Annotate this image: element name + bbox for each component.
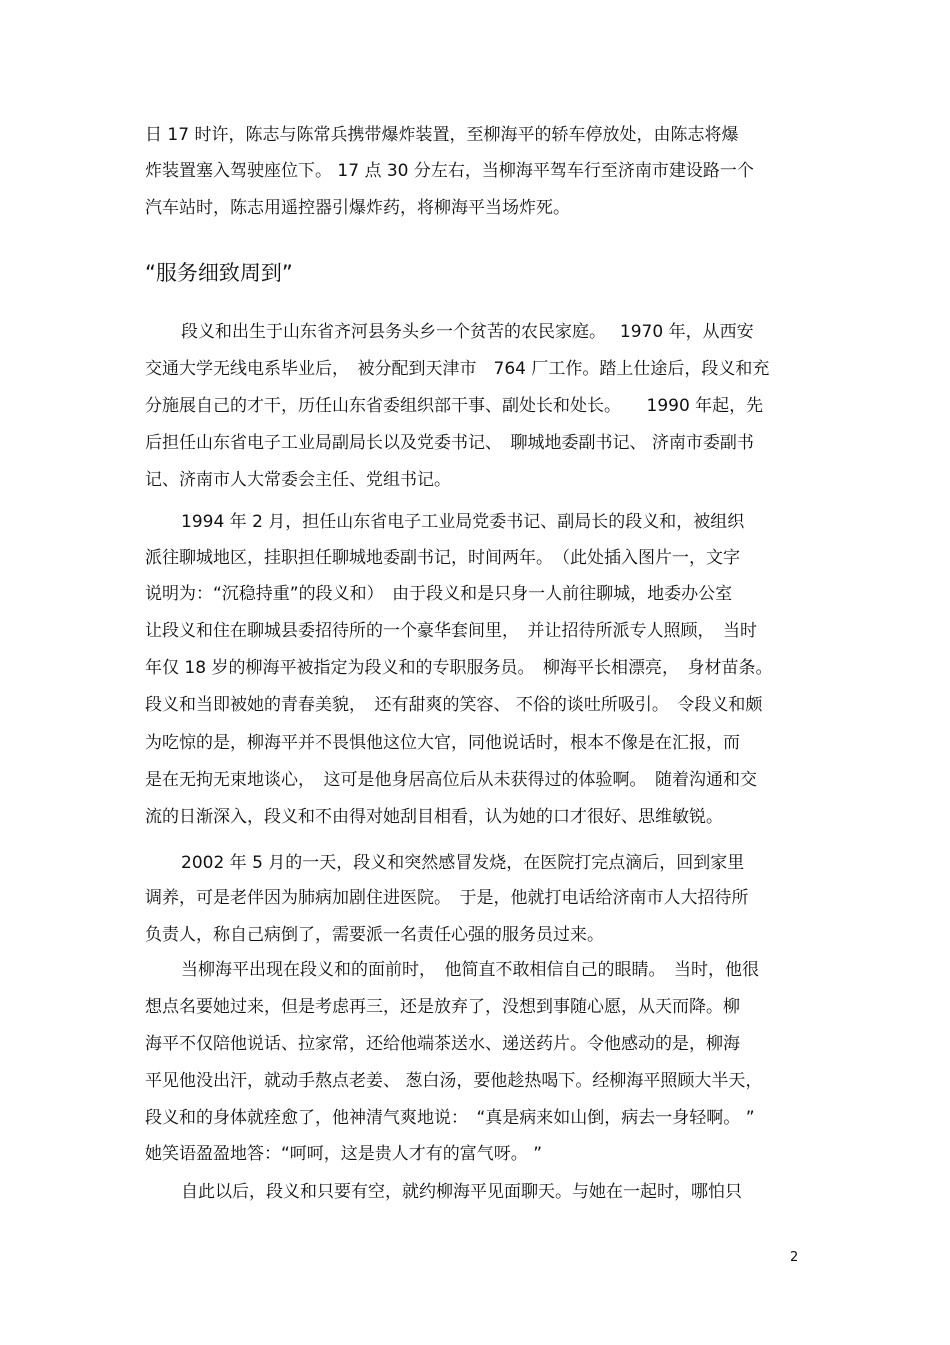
- body-line: 段义和当即被她的青春美貌， 还有甜爽的笑容、 不俗的谈吐所吸引。 令段义和颇: [145, 695, 763, 715]
- body-line: 日 17 时许，陈志与陈常兵携带爆炸装置，至柳海平的轿车停放处，由陈志将爆: [145, 125, 739, 145]
- body-line: 是在无拘无束地谈心， 这可是他身居高位后从未获得过的体验啊。 随着沟通和交: [145, 770, 757, 790]
- body-line: 调养，可是老伴因为肺病加剧住进医院。 于是，他就打电话给济南市人大招待所: [145, 888, 749, 908]
- body-line: 负责人，称自己病倒了，需要派一名责任心强的服务员过来。: [145, 925, 604, 945]
- body-line: 汽车站时，陈志用遥控器引爆炸药，将柳海平当场炸死。: [145, 198, 570, 218]
- body-line: 为吃惊的是，柳海平并不畏惧他这位大官，同他说话时，根本不像是在汇报，而: [145, 733, 740, 753]
- body-line: 当柳海平出现在段义和的面前时， 他简直不敢相信自己的眼睛。 当时，他很: [181, 960, 759, 980]
- body-line: 海平不仅陪他说话、拉家常，还给他端茶送水、递送药片。令他感动的是，柳海: [145, 1034, 740, 1054]
- body-line: 交通大学无线电系毕业后， 被分配到天津市 764 厂工作。踏上仕途后，段义和充: [145, 359, 770, 379]
- body-line: 分施展自己的才干，历任山东省委组织部干事、副处长和处长。 1990 年起，先: [145, 396, 764, 416]
- body-line: 她笑语盈盈地答：“呵呵，这是贵人才有的富气呀。 ”: [145, 1144, 543, 1164]
- body-line: 说明为：“沉稳持重”的段义和） 由于段义和是只身一人前往聊城，地委办公室: [145, 584, 733, 604]
- body-line: 炸装置塞入驾驶座位下。 17 点 30 分左右，当柳海平驾车行至济南市建设路一个: [145, 161, 754, 181]
- body-line: 1994 年 2 月，担任山东省电子工业局党委书记、副局长的段义和，被组织: [181, 512, 745, 532]
- page-number: 2: [790, 1250, 799, 1265]
- body-line: 让段义和住在聊城县委招待所的一个豪华套间里， 并让招待所派专人照顾， 当时: [145, 621, 757, 641]
- body-line: 自此以后，段义和只要有空，就约柳海平见面聊天。与她在一起时，哪怕只: [181, 1182, 742, 1202]
- body-line: 平见他没出汗，就动手熬点老姜、 葱白汤，要他趁热喝下。经柳海平照顾大半天，: [145, 1071, 763, 1091]
- body-line: 流的日渐深入，段义和不由得对她刮目相看，认为她的口才很好、思维敏锐。: [145, 807, 723, 827]
- body-line: 派往聊城地区，挂职担任聊城地委副书记，时间两年。 （此处插入图片一，文字: [145, 548, 740, 568]
- body-line: 想点名要她过来，但是考虑再三，还是放弃了，没想到事随心愿，从天而降。柳: [145, 997, 740, 1017]
- body-line: 后担任山东省电子工业局副局长以及党委书记、 聊城地委副书记、 济南市委副书: [145, 433, 754, 453]
- body-line: 段义和出生于山东省齐河县务头乡一个贫苦的农民家庭。 1970 年，从西安: [181, 322, 754, 342]
- body-line: 年仅 18 岁的柳海平被指定为段义和的专职服务员。 柳海平长相漂亮， 身材苗条。: [145, 658, 773, 678]
- body-line: 段义和的身体就痊愈了，他神清气爽地说： “真是病来如山倒，病去一身轻啊。 ”: [145, 1108, 755, 1128]
- body-line: 2002 年 5 月的一天，段义和突然感冒发烧，在医院打完点滴后，回到家里: [181, 853, 745, 873]
- body-line: 记、济南市人大常委会主任、党组书记。: [145, 470, 451, 490]
- section-heading: “服务细致周到”: [145, 261, 293, 285]
